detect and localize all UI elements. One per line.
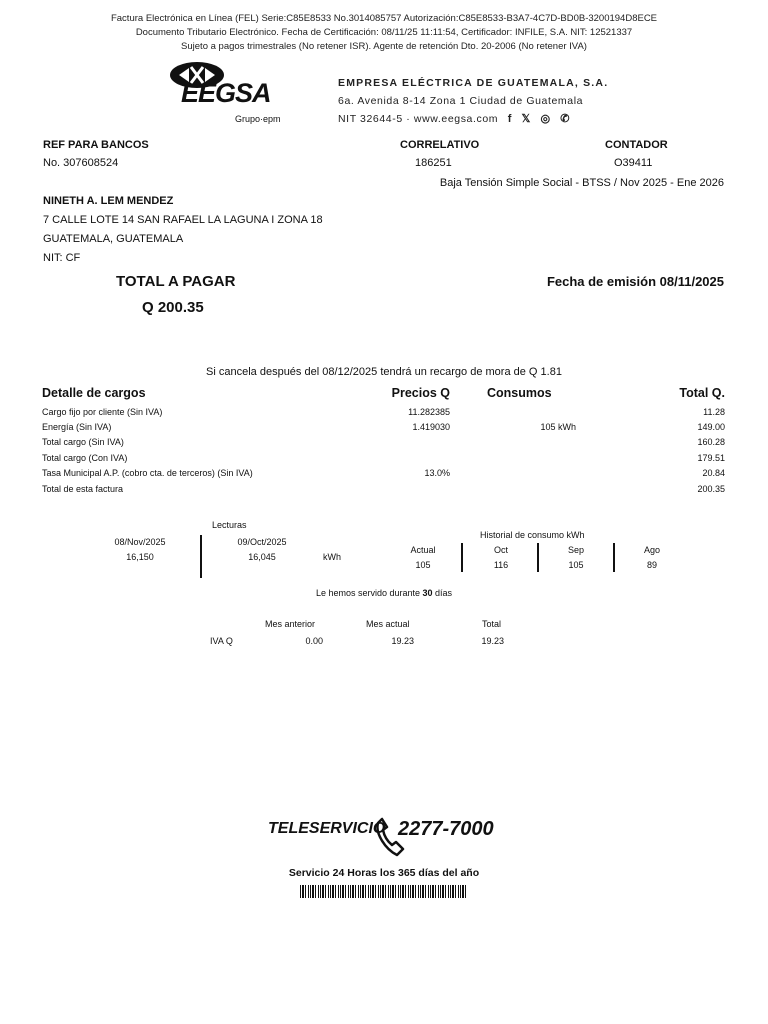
tarifa-period: Baja Tensión Simple Social - BTSS / Nov 2025 - Ene 2026 xyxy=(439,177,724,189)
x-icon: 𝕏 xyxy=(521,113,531,125)
historial-month-value: 89 xyxy=(646,560,657,570)
fecha-emision: Fecha de emisión 08/11/2025 xyxy=(546,274,724,289)
lectura-value-current: 16,150 xyxy=(126,552,154,562)
ref-value: No. 307608524 xyxy=(43,157,119,169)
barcode xyxy=(300,885,468,898)
iva-row-label: IVA Q xyxy=(210,636,233,646)
historial-actual-label: Actual xyxy=(410,545,436,555)
company-address: 6a. Avenida 8-14 Zona 1 Ciudad de Guatemala xyxy=(338,95,584,107)
historial-divider xyxy=(613,543,615,572)
precios-header: Precios Q xyxy=(391,386,450,400)
contador-label: CONTADOR xyxy=(605,139,668,151)
lectura-value-previous: 16,045 xyxy=(248,552,276,562)
recargo-note: Si cancela después del 08/12/2025 tendrá un recargo de mora de Q 1.81 xyxy=(206,366,562,378)
detalle-row-precio: 13.0% xyxy=(424,468,450,478)
lectura-date-current: 08/Nov/2025 xyxy=(114,537,166,547)
facebook-icon: f xyxy=(507,113,512,125)
lecturas-divider xyxy=(200,535,202,578)
company-block xyxy=(338,74,608,128)
lecturas-title: Lecturas xyxy=(212,520,247,530)
instagram-icon: ◎ xyxy=(540,113,551,125)
customer-address-1: 7 CALLE LOTE 14 SAN RAFAEL LA LAGUNA I ZONA 18 xyxy=(43,214,323,226)
iva-value-mes-anterior: 0.00 xyxy=(305,636,323,646)
detalle-row-total: 20.84 xyxy=(702,468,725,478)
historial-actual-value: 105 xyxy=(415,560,431,570)
detalle-row-desc: Cargo fijo por cliente (Sin IVA) xyxy=(42,407,163,417)
customer-nit: NIT: CF xyxy=(43,252,81,264)
historial-divider xyxy=(537,543,539,572)
historial-title: Historial de consumo kWh xyxy=(480,530,585,540)
customer-address-2: GUATEMALA, GUATEMALA xyxy=(43,233,184,245)
fel-header-line-3: Sujeto a pagos trimestrales (No retener ISR). Agente de retención Dto. 20-2006 (No retener IVA) xyxy=(181,41,587,52)
detalle-header: Detalle de cargos xyxy=(42,386,146,400)
detalle-row-desc: Energía (Sin IVA) xyxy=(42,422,112,432)
ref-label: REF PARA BANCOS xyxy=(43,139,149,151)
eegsa-logo-mark xyxy=(165,58,290,126)
detalle-row-total: 160.28 xyxy=(697,437,725,447)
historial-month-value: 116 xyxy=(493,560,509,570)
fel-header-line-1: Factura Electrónica en Línea (FEL) Serie:C85E8533 No.3014085757 Autorización:C85E8533-B3A7-4C7D-BD0B-3200194D8ECE xyxy=(110,13,658,24)
total-amount: Q 200.35 xyxy=(142,299,204,316)
iva-col-total: Total xyxy=(482,619,502,629)
iva-value-mes-actual: 19.23 xyxy=(391,636,414,646)
detalle-row-desc: Total cargo (Con IVA) xyxy=(42,453,128,463)
historial-month-label: Ago xyxy=(643,545,660,555)
whatsapp-icon: ✆ xyxy=(560,113,571,125)
iva-col-mes-actual: Mes actual xyxy=(366,619,410,629)
logo-group-label: Grupo·epm xyxy=(235,114,281,124)
historial-divider xyxy=(461,543,463,572)
servido-suffix: días xyxy=(432,588,453,598)
iva-value-total: 19.23 xyxy=(481,636,504,646)
historial-month-label: Sep xyxy=(567,545,584,555)
detalle-row-consumo: 105 kWh xyxy=(540,422,576,432)
lectura-date-previous: 09/Oct/2025 xyxy=(237,537,287,547)
servido-prefix: Le hemos servido durante xyxy=(315,588,423,598)
detalle-row-total: 149.00 xyxy=(697,422,725,432)
correlativo-label: CORRELATIVO xyxy=(400,139,480,151)
detalle-row-total: 11.28 xyxy=(703,407,725,417)
teleservicio-phone: 2277-7000 xyxy=(398,818,494,840)
historial-month-value: 105 xyxy=(568,560,584,570)
detalle-row-total: 179.51 xyxy=(697,453,725,463)
total-label: TOTAL A PAGAR xyxy=(116,273,236,290)
lectura-unit: kWh xyxy=(323,552,341,562)
detalle-row-precio: 1.419030 xyxy=(412,422,450,432)
company-name: EMPRESA ELÉCTRICA DE GUATEMALA, S.A. xyxy=(338,77,609,89)
customer-name: NINETH A. LEM MENDEZ xyxy=(43,195,174,207)
teleservicio-note: Servicio 24 Horas los 365 días del año xyxy=(288,867,480,879)
detalle-row-total: 200.35 xyxy=(697,484,725,494)
detalle-row-desc: Total cargo (Sin IVA) xyxy=(42,437,124,447)
eegsa-logo xyxy=(165,58,290,126)
detalle-row-desc: Total de esta factura xyxy=(42,484,124,494)
logo-wordmark: EEGSA xyxy=(181,78,271,108)
servido-days: 30 xyxy=(422,588,433,598)
servido-note xyxy=(0,588,768,598)
teleservicio-label: TELESERVICIO xyxy=(268,820,386,837)
fel-header-line-2: Documento Tributario Electrónico. Fecha de Certificación: 08/11/25 11:11:54, Certificador: INFILE, S.A. NIT: 12521337 xyxy=(135,27,633,38)
contador-value: O39411 xyxy=(614,157,653,169)
historial-month-label: Oct xyxy=(493,545,508,555)
consumos-header: Consumos xyxy=(487,386,552,400)
correlativo-value: 186251 xyxy=(415,157,452,169)
iva-col-mes-anterior: Mes anterior xyxy=(265,619,316,629)
detalle-row-desc: Tasa Municipal A.P. (cobro cta. de terceros) (Sin IVA) xyxy=(42,468,253,478)
detalle-row-precio: 11.282385 xyxy=(408,407,450,417)
total-q-header: Total Q. xyxy=(679,386,725,400)
company-nit-web: NIT 32644-5 · www.eegsa.com xyxy=(338,113,499,125)
